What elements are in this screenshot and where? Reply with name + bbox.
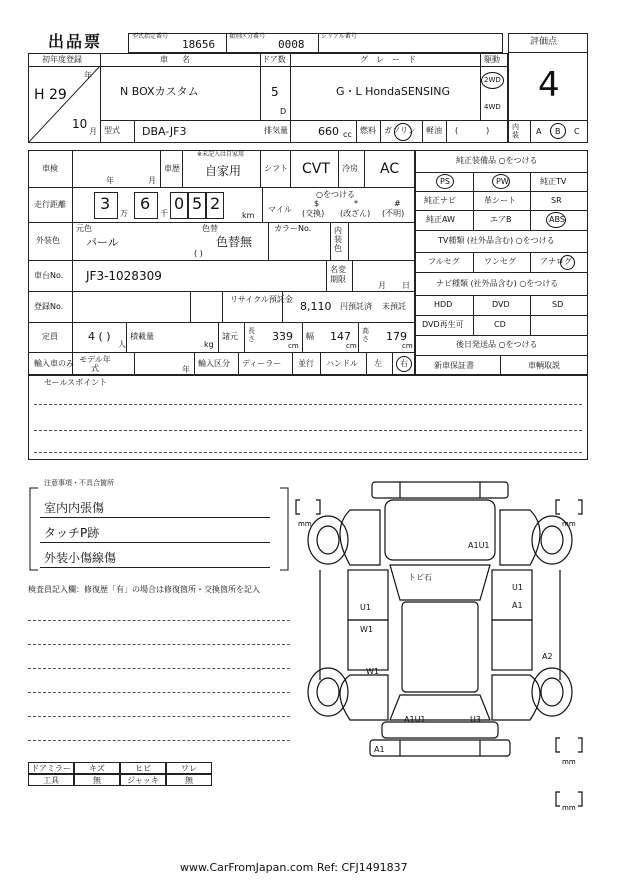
length-label: 長さ	[248, 327, 255, 343]
color-paren: ( )	[194, 249, 203, 258]
door-value: 5	[271, 85, 279, 99]
name-change-label: 名変期限	[330, 265, 346, 284]
mark-hood-right: A1U1	[468, 541, 490, 550]
size-label: 諸元	[222, 332, 238, 341]
color-no-label: カラーNo.	[274, 224, 312, 233]
equip-genuine-navi: 純正ナビ	[424, 196, 456, 205]
width-label: 幅	[306, 332, 314, 341]
shaken-month-unit: 月	[148, 176, 156, 185]
handle-right: 右	[400, 359, 408, 368]
mm-front-right: mm	[562, 520, 576, 528]
legend-h-1: ドアミラー	[28, 762, 74, 774]
usage-value: 自家用	[205, 164, 242, 178]
mileage-digit-5: 2	[210, 194, 221, 213]
mileage-digit-4: 5	[192, 194, 203, 213]
length-value: 339	[272, 330, 293, 343]
equip-sr: SR	[551, 196, 562, 205]
mark-right-front-door-u: U1	[512, 583, 523, 592]
equip-abs: ABS	[549, 215, 565, 224]
disp-unit: cc	[343, 130, 352, 139]
genuine-label: 純正装備品 ○をつける	[456, 156, 538, 165]
legend-v-1: 工具	[28, 774, 74, 786]
legend-v-2: 無	[74, 774, 120, 786]
name-change-day: 日	[402, 281, 410, 290]
ruibetsu-value: 0008	[278, 38, 305, 51]
navi-cd: CD	[494, 320, 506, 329]
recycle-label: リサイクル預託金	[230, 295, 293, 304]
interior-b: B	[555, 127, 561, 136]
shaken-year-unit: 年	[106, 176, 114, 185]
interior-label: 内装	[512, 123, 519, 139]
load-label: 積載量	[130, 332, 154, 341]
usage-label: 車歴	[164, 164, 180, 173]
legend-v-3: ジャッキ	[120, 774, 166, 786]
legend-h-4: ワレ	[166, 762, 212, 774]
note-item-3: 外装小傷線傷	[44, 551, 117, 565]
inspector-note: 検査員記入欄：修復歴「有」の場合は修復箇所・交換箇所を記入	[28, 585, 260, 594]
length-cm: cm	[288, 342, 299, 350]
first-reg-month-unit: 月	[89, 127, 97, 136]
mileage-unit: km	[242, 211, 255, 220]
interior-a: A	[536, 127, 542, 136]
mm-rear-right-2: mm	[562, 804, 576, 812]
later-label: 後日発送品 ○をつける	[456, 340, 538, 349]
model-value: DBA-JF3	[142, 125, 187, 138]
model-label: 型式	[104, 126, 120, 135]
chassis-value: JF3-1028309	[86, 269, 162, 283]
equip-genuine-aw: 純正AW	[426, 215, 455, 224]
sheet-title: 出品票	[48, 32, 103, 51]
grade-value: G・L HondaSENSING	[336, 85, 450, 98]
notes-header: 注意事項・不具合箇所	[44, 479, 114, 487]
first-reg-month: 10	[72, 117, 88, 131]
recycle-value: 8,110	[300, 300, 332, 313]
disp-value: 660	[318, 125, 339, 138]
footer-ref: www.CarFromJapan.com Ref: CFJ1491837	[180, 861, 408, 874]
drive-label: 駆動	[484, 55, 500, 64]
mark-left-front-door: U1	[360, 603, 371, 612]
legend-h-2: キズ	[74, 762, 120, 774]
recycle-unit: 円預託済	[340, 302, 372, 311]
shift-label: シフト	[264, 164, 288, 173]
tv-fullseg: フルセグ	[428, 257, 460, 266]
grade-label: グレード	[360, 55, 424, 64]
meter-mile: マイル	[268, 205, 292, 214]
mark-windshield: トビ石	[408, 573, 432, 582]
equip-ps: PS	[440, 177, 450, 186]
color-name-label: 色替	[202, 224, 218, 233]
meter-altered-sym: *	[354, 199, 358, 208]
kata-value: 18656	[182, 38, 216, 51]
disp-label: 排気量	[264, 126, 288, 135]
tv-analog-circle	[560, 255, 575, 270]
shift-value: CVT	[302, 161, 330, 177]
car-name-label: 車名	[160, 55, 204, 64]
first-reg-year-unit: 年	[84, 71, 92, 80]
navi-hdd: HDD	[434, 300, 453, 309]
note-item-1: 室内内張傷	[44, 501, 105, 515]
height-cm: cm	[402, 342, 413, 350]
width-cm: cm	[346, 342, 357, 350]
rating-label: 評価点	[530, 37, 558, 47]
legend-h-3: ヒビ	[120, 762, 166, 774]
later-manual: 車輌取説	[528, 361, 560, 370]
rating-value: 4	[538, 65, 560, 105]
drive-4wd: 4WD	[484, 103, 501, 111]
import-type-label: 輸入区分	[198, 359, 230, 368]
equip-abs-circle	[546, 212, 566, 228]
height-label: 高さ	[362, 327, 369, 343]
reg-label: 登録No.	[34, 302, 64, 311]
legend-v-4: 無	[166, 774, 212, 786]
dealer-label: ディーラー	[242, 359, 282, 368]
equip-airbag: エアB	[490, 215, 512, 224]
color-label: 外装色	[36, 236, 60, 245]
mileage-sen: 千	[160, 209, 168, 218]
mark-rear-bumper: A1	[374, 745, 385, 754]
navi-sd: SD	[552, 300, 564, 309]
mark-left-rear-door: W1	[360, 625, 373, 634]
capacity-value: 4 ( )	[88, 330, 111, 343]
navi-dvd: DVD	[492, 300, 510, 309]
navi-dvd-player: DVD再生可	[422, 320, 464, 329]
interior-color-label: 内装色	[334, 226, 342, 253]
tv-analog: アナログ	[540, 257, 572, 266]
equip-ps-circle	[436, 174, 454, 189]
mark-right-rear: A2	[542, 652, 553, 661]
load-unit: kg	[204, 340, 214, 349]
ruibetsu-label: 類別区分番号	[229, 33, 266, 40]
shaken-label: 車検	[42, 164, 58, 173]
first-reg-era: H 29	[34, 87, 67, 103]
fuel-value: ガソリン	[384, 126, 416, 135]
equip-genuine-tv: 純正TV	[540, 177, 567, 186]
sales-point-box	[28, 375, 588, 460]
meter-altered: (改ざん)	[340, 209, 371, 218]
mileage-digit-3: 0	[174, 194, 185, 213]
later-warranty: 新車保証書	[434, 361, 474, 370]
name-change-month: 月	[378, 281, 386, 290]
interior-b-circle	[550, 123, 566, 139]
import-label: 輸入車のみ	[34, 359, 74, 368]
fuel-label: 燃料	[360, 126, 376, 135]
navi-label: ナビ種類 (社外品含む) ○をつける	[436, 279, 559, 288]
interior-c: C	[574, 127, 580, 136]
mileage-digit-1: 3	[100, 194, 111, 213]
first-reg-label: 初年度登録	[42, 55, 82, 64]
orig-color-label: 元色	[76, 224, 92, 233]
capacity-unit: 人	[118, 340, 126, 349]
drive-2wd-circle	[481, 72, 504, 89]
door-sub: D	[280, 107, 287, 116]
handle-right-circle	[396, 356, 412, 372]
mark-right-front-door-a: A1	[512, 601, 523, 610]
meter-unknown: (不明)	[382, 209, 405, 218]
model-year-label: モデル年式	[79, 355, 111, 373]
mileage-digit-2: 6	[140, 194, 151, 213]
usage-note: ※未記入は自家用	[197, 151, 245, 158]
model-year-unit: 年	[182, 365, 190, 374]
equip-leather: 革シート	[484, 196, 516, 205]
note-item-2: タッチP跡	[44, 526, 100, 540]
equip-pw-circle	[492, 174, 510, 189]
tv-oneseg: ワンセグ	[484, 257, 516, 266]
kata-label: 型式指定番号	[132, 33, 169, 40]
handle-left: 左	[374, 359, 382, 368]
meter-unknown-sym: #	[394, 199, 401, 208]
width-value: 147	[330, 330, 351, 343]
parallel-label: 並行	[298, 359, 314, 368]
chassis-label: 車台No.	[34, 271, 64, 280]
car-damage-diagram	[290, 470, 590, 815]
recycle-not: 未預託	[382, 302, 406, 311]
handle-label: ハンドル	[326, 359, 358, 368]
mm-front-left: mm	[298, 520, 312, 528]
door-label: ドア数	[262, 55, 286, 64]
mileage-label: 走行距離	[34, 200, 66, 209]
meter-exchange: (交換)	[302, 209, 325, 218]
serial-label: シリアル番号	[321, 33, 357, 40]
mark-rear-right: U3	[470, 715, 481, 724]
capacity-label: 定員	[42, 332, 58, 341]
sales-point-label: セールスポイント	[44, 378, 108, 387]
mark-rear-left: A1U1	[404, 715, 426, 724]
cool-value: AC	[380, 161, 400, 177]
tv-label: TV種類 (社外品含む) ○をつける	[438, 236, 555, 245]
mark-left-quarter: W1	[366, 667, 379, 676]
light-oil-label: 軽油	[426, 126, 442, 135]
equip-pw: PW	[496, 177, 509, 186]
height-value: 179	[386, 330, 407, 343]
mileage-man: 万	[120, 209, 128, 218]
cool-label: 冷房	[342, 164, 358, 173]
drive-2wd: 2WD	[484, 76, 501, 84]
meter-circle-note: ○をつける	[316, 190, 355, 199]
mm-rear-right: mm	[562, 758, 576, 766]
car-name-value: N BOXカスタム	[120, 85, 199, 98]
meter-exchange-sym: $	[314, 199, 320, 208]
orig-color-value: パール	[86, 236, 119, 249]
fuel-gasoline-circle	[394, 123, 412, 141]
color-change-value: 色替無	[216, 235, 253, 249]
